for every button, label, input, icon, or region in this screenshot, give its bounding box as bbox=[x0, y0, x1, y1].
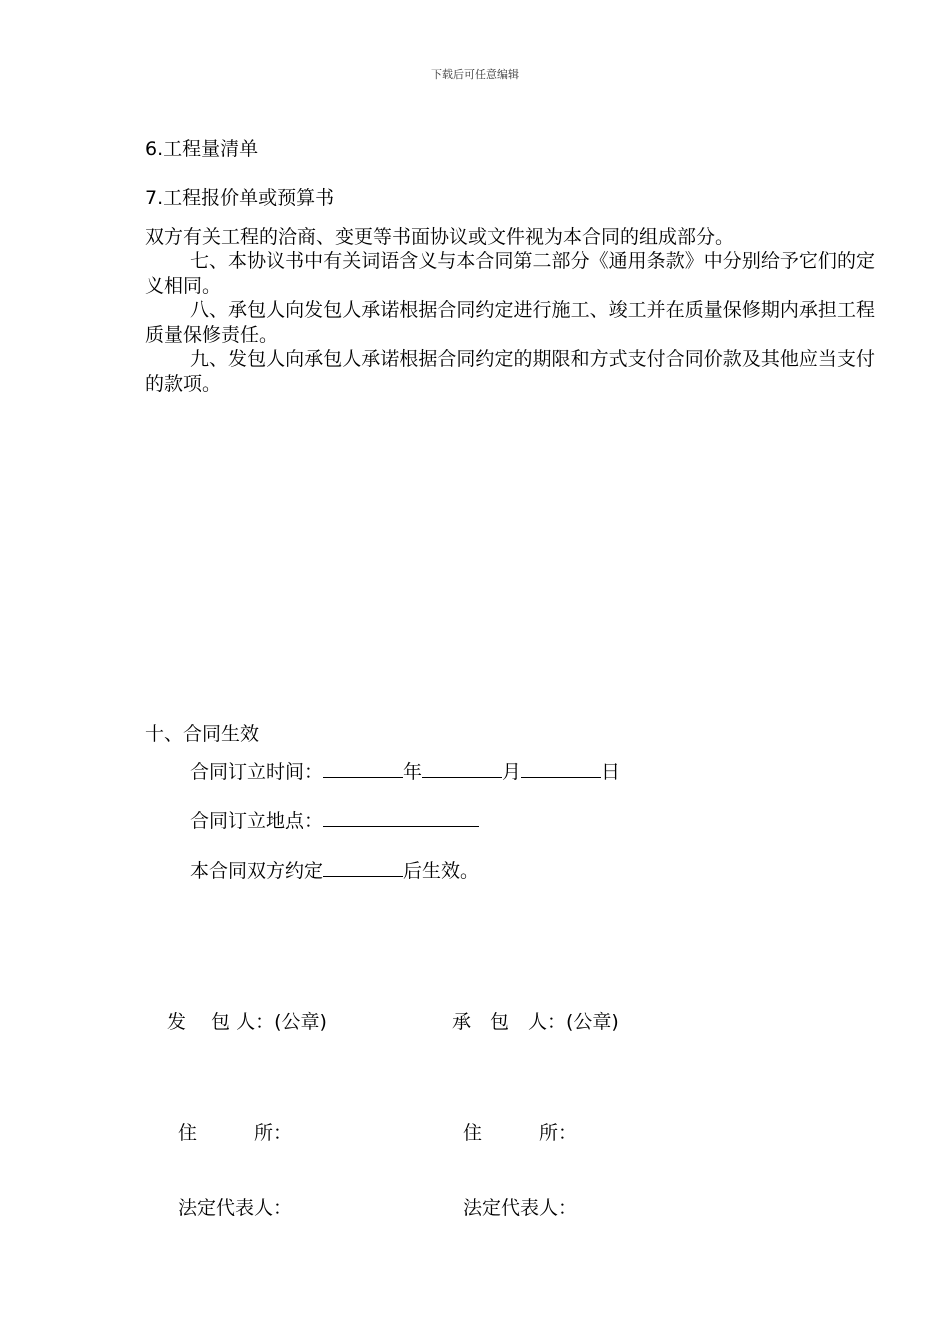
section-title-effect: 十、合同生效 bbox=[145, 723, 260, 745]
contract-place-label: 合同订立地点： bbox=[190, 810, 324, 832]
day-blank bbox=[521, 759, 601, 778]
year-label: 年 bbox=[403, 761, 423, 783]
paragraph-eight: 八、承包人向发包人承诺根据合同约定进行施工、竣工并在质量保修期内承担工程质量保修责任。 bbox=[145, 299, 875, 346]
paragraph-seven: 七、本协议书中有关词语含义与本合同第二部分《通用条款》中分别给予它们的定义相同。 bbox=[145, 250, 875, 297]
contract-time-label: 合同订立时间： bbox=[190, 761, 324, 783]
year-blank bbox=[323, 759, 403, 778]
paragraph-composition: 双方有关工程的洽商、变更等书面协议或文件视为本合同的组成部分。 bbox=[145, 226, 735, 248]
contract-time-line bbox=[190, 759, 620, 785]
employer-address-label: 住 所： bbox=[178, 1122, 293, 1144]
list-item-6: 6.工程量清单 bbox=[145, 138, 259, 160]
place-blank bbox=[323, 808, 479, 827]
day-label: 日 bbox=[601, 761, 621, 783]
effect-prefix: 本合同双方约定 bbox=[190, 860, 324, 882]
page-header: 下载后可任意编辑 bbox=[431, 68, 519, 81]
contractor-rep-label: 法定代表人： bbox=[463, 1197, 578, 1219]
employer-rep-label: 法定代表人： bbox=[178, 1197, 293, 1219]
contractor-seal-label: 承 包 人：(公章) bbox=[452, 1011, 619, 1033]
list-item-7: 7.工程报价单或预算书 bbox=[145, 187, 335, 209]
month-label: 月 bbox=[502, 761, 522, 783]
effect-suffix: 后生效。 bbox=[403, 860, 480, 882]
paragraph-nine: 九、发包人向承包人承诺根据合同约定的期限和方式支付合同价款及其他应当支付的款项。 bbox=[145, 348, 875, 395]
contract-place-line bbox=[190, 808, 479, 834]
effect-line bbox=[190, 858, 479, 884]
effect-blank bbox=[323, 858, 403, 877]
employer-seal-label: 发 包 人：(公章) bbox=[167, 1011, 327, 1033]
month-blank bbox=[422, 759, 502, 778]
contractor-address-label: 住 所： bbox=[463, 1122, 578, 1144]
